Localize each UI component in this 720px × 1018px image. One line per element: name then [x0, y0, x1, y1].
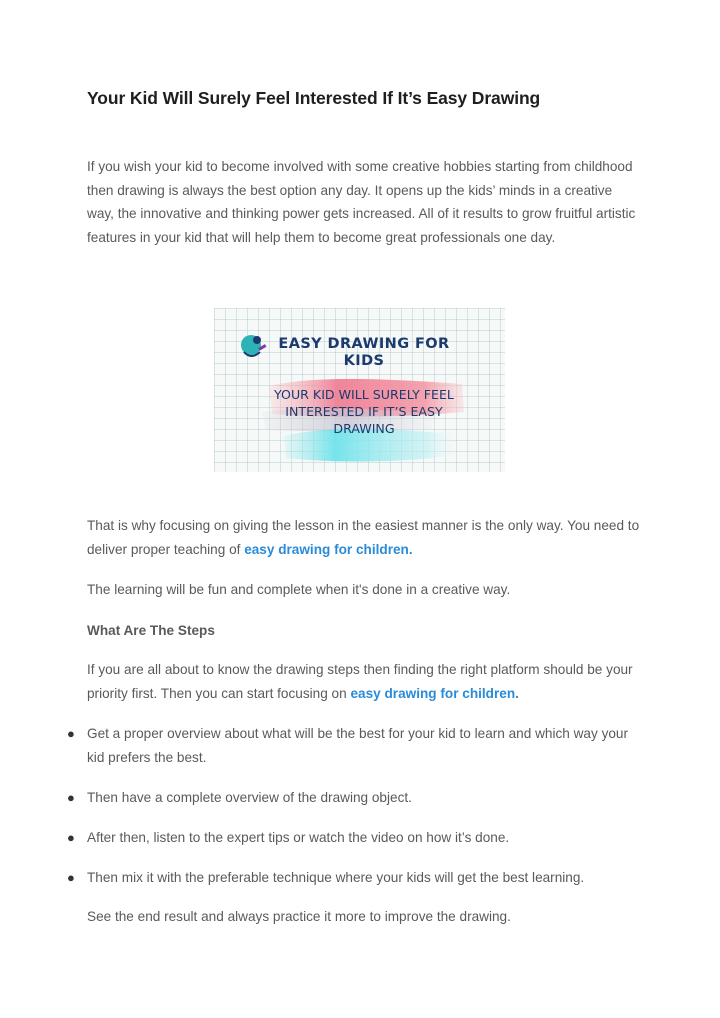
closing-paragraph: See the end result and always practice it more to improve the drawing. — [87, 909, 511, 924]
article-banner-image — [214, 308, 505, 472]
bullet-icon: ● — [67, 790, 75, 805]
easy-drawing-link-1[interactable]: easy drawing for children — [244, 541, 409, 557]
banner-heading-line2: KIDS — [343, 353, 385, 369]
list-item — [67, 786, 637, 810]
list-item — [67, 826, 637, 850]
paragraph-lesson-text: That is why focusing on giving the lesson in the easiest manner is the only way. You need to deliver proper teaching of — [87, 518, 640, 557]
paragraph-fun: The learning will be fun and complete when it's done in a creative way. — [87, 582, 511, 597]
intro-paragraph: If you wish your kid to become involved with some creative hobbies starting from childhood then drawing is always the best option any day. It opens up the kids’ minds in a creative way, the innovative and thinking power gets increased. All of it results to grow fruitful artistic features in your kid that will help them to become great professionals one day. — [87, 159, 636, 245]
steps-heading: What Are The Steps — [87, 623, 215, 638]
page-title: Your Kid Will Surely Feel Interested If It’s Easy Drawing — [87, 88, 541, 108]
paragraph-steps — [87, 658, 642, 705]
banner-sub-line3: DRAWING — [333, 421, 395, 436]
banner-heading-line1: EASY DRAWING FOR — [278, 336, 450, 352]
paragraph-steps-text: If you are all about to know the drawing steps then finding the right platform should be your priority first. Then you can start focusing on — [87, 662, 633, 701]
banner-heading — [254, 336, 474, 370]
banner-sub-line2: INTERESTED IF IT’S EASY — [285, 404, 443, 419]
bullet-icon: ● — [67, 870, 75, 885]
bullet-icon: ● — [67, 726, 75, 741]
list-item-text: Then mix it with the preferable technique where your kids will get the best learning. — [87, 870, 585, 885]
banner-sub-line1: YOUR KID WILL SURELY FEEL — [274, 387, 454, 402]
bullet-icon: ● — [67, 830, 75, 845]
paragraph-lesson — [87, 514, 642, 561]
list-item-text: Then have a complete overview of the drawing object. — [87, 790, 412, 805]
list-item — [67, 866, 637, 890]
banner-subtitle — [234, 386, 494, 437]
list-item-text: After then, listen to the expert tips or watch the video on how it’s done. — [87, 830, 510, 845]
paragraph-lesson-end: . — [408, 541, 413, 557]
list-item-text: Get a proper overview about what will be the best for your kid to learn and which way your kid prefers the best. — [87, 726, 629, 765]
easy-drawing-link-2[interactable]: easy drawing for children. — [350, 685, 519, 701]
list-item — [67, 722, 637, 769]
